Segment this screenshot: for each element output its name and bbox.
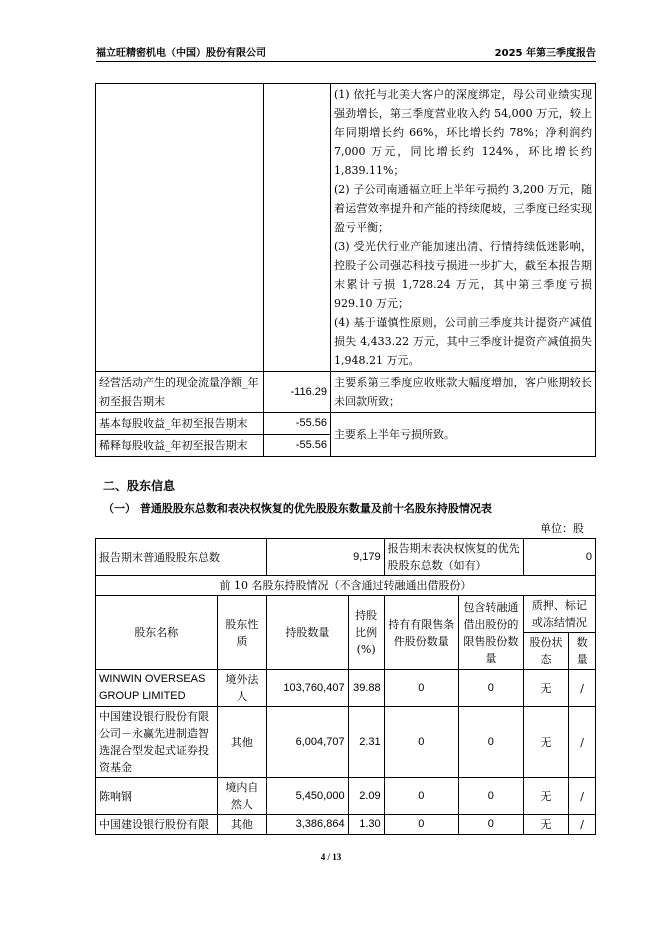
pledge-qty: /: [569, 815, 596, 835]
table-row: [96, 670, 596, 707]
item-cell: 经营活动产生的现金流量净额_年初至报告期末: [96, 372, 264, 413]
lending-shares: 0: [458, 815, 523, 835]
value-cell: -116.29: [264, 372, 331, 413]
header-status: 股份状态: [523, 633, 568, 670]
reason-cell: 主要系上半年亏损所致。: [331, 413, 596, 457]
header-pledge: 质押、标记或冻结情况: [523, 596, 595, 633]
shareholder-nature: 其他: [217, 707, 266, 778]
shareholder-nature: 其他: [217, 815, 266, 835]
shares-held: 103,760,407: [267, 670, 348, 707]
table-row: [96, 576, 596, 596]
restricted-shares: 0: [384, 707, 458, 778]
note-paragraph: (3) 受光伏行业产能加速出清、行情持续低迷影响，控股子公司强芯科技亏损进一步扩大，截至本报告期末累计亏损 1,728.24 万元，其中第三季度亏损 929.10 万元；: [334, 240, 592, 310]
header-name: 股东名称: [96, 596, 218, 670]
shareholders-table: [95, 538, 596, 835]
summary-label: 报告期末普通股股东总数: [96, 539, 267, 576]
restricted-shares: 0: [384, 815, 458, 835]
pledge-status: 无: [523, 815, 568, 835]
header-restricted: 持有有限售条件股份数量: [384, 596, 458, 670]
report-title: 2025 年第三季度报告: [494, 48, 596, 59]
section-title: 二、股东信息: [103, 479, 176, 493]
shareholder-nature: 境内自然人: [217, 778, 266, 815]
item-cell: 稀释每股收益_年初至报告期末: [96, 435, 264, 457]
restricted-shares: 0: [384, 778, 458, 815]
table-row: [96, 413, 596, 435]
table-row: [96, 778, 596, 815]
table-cell: [264, 84, 331, 372]
shareholder-name: 陈响钢: [96, 778, 218, 815]
table-header-row: [96, 596, 596, 633]
pledge-qty: /: [569, 707, 596, 778]
pledge-qty: /: [569, 670, 596, 707]
header-lending: 包含转融通借出股份的限售股份数量: [458, 596, 523, 670]
note-paragraph: (1) 依托与北美大客户的深度绑定，母公司业绩实现强劲增长，第三季度营业收入约 54,000 万元，较上年同期增长约 66%，环比增长约 78%；净利润约 7,000 万元，同比增长约 124%，环比增长约 1,839.11%；: [334, 88, 592, 177]
reason-cell: 主要系第三季度应收账款大幅度增加，客户账期较长未回款所致；: [331, 372, 596, 413]
note-paragraph: (4) 基于谨慎性原则，公司前三季度共计提资产减值损失 4,433.22 万元，其中三季度计提资产减值损失 1,948.21 万元。: [334, 316, 592, 367]
lending-shares: 0: [458, 778, 523, 815]
shares-held: 5,450,000: [267, 778, 348, 815]
header-ratio: 持股比例(%): [348, 596, 384, 670]
table-row: [96, 539, 596, 576]
table-row: [96, 84, 596, 372]
header-qty: 数量: [569, 633, 596, 670]
share-ratio: 39.88: [348, 670, 384, 707]
notes-cell: [331, 84, 596, 372]
change-reasons-table: [95, 83, 596, 457]
table-cell: [96, 84, 264, 372]
pledge-status: 无: [523, 670, 568, 707]
page-number: 4 / 13: [320, 852, 342, 862]
table-row: [96, 707, 596, 778]
share-ratio: 2.31: [348, 707, 384, 778]
pledge-status: 无: [523, 707, 568, 778]
value-cell: -55.56: [264, 435, 331, 457]
lending-shares: 0: [458, 670, 523, 707]
pref-value: 0: [523, 539, 595, 576]
header-nature: 股东性质: [217, 596, 266, 670]
pledge-qty: /: [569, 778, 596, 815]
page-header: [96, 44, 596, 62]
item-cell: 基本每股收益_年初至报告期末: [96, 413, 264, 435]
company-name: 福立旺精密机电（中国）股份有限公司: [96, 48, 266, 59]
share-ratio: 1.30: [348, 815, 384, 835]
shareholder-name: 中国建设银行股份有限公司－永赢先进制造智选混合型发起式证券投资基金: [96, 707, 218, 778]
summary-value: 9,179: [267, 539, 385, 576]
pledge-status: 无: [523, 778, 568, 815]
value-cell: -55.56: [264, 413, 331, 435]
note-paragraph: (2) 子公司南通福立旺上半年亏损约 3,200 万元，随着运营效率提升和产能的持续爬坡，三季度已经实现盈亏平衡；: [334, 183, 592, 234]
restricted-shares: 0: [384, 670, 458, 707]
shareholder-name: 中国建设银行股份有限: [96, 815, 218, 835]
header-divider: [96, 61, 596, 62]
shareholder-nature: 境外法人: [217, 670, 266, 707]
section-subtitle: （一） 普通股股东总数和表决权恢复的优先股股东数量及前十名股东持股情况表: [103, 502, 492, 515]
shareholder-name: WINWIN OVERSEAS GROUP LIMITED: [96, 670, 218, 707]
table-row: [96, 815, 596, 835]
unit-label: 单位：股: [540, 522, 584, 535]
pref-label: 报告期末表决权恢复的优先股股东总数（如有）: [384, 539, 523, 576]
shares-held: 6,004,707: [267, 707, 348, 778]
share-ratio: 2.09: [348, 778, 384, 815]
header-shares: 持股数量: [267, 596, 348, 670]
lending-shares: 0: [458, 707, 523, 778]
top10-caption: 前 10 名股东持股情况（不含通过转融通出借股份）: [96, 576, 596, 596]
shares-held: 3,386,864: [267, 815, 348, 835]
table-row: [96, 372, 596, 413]
